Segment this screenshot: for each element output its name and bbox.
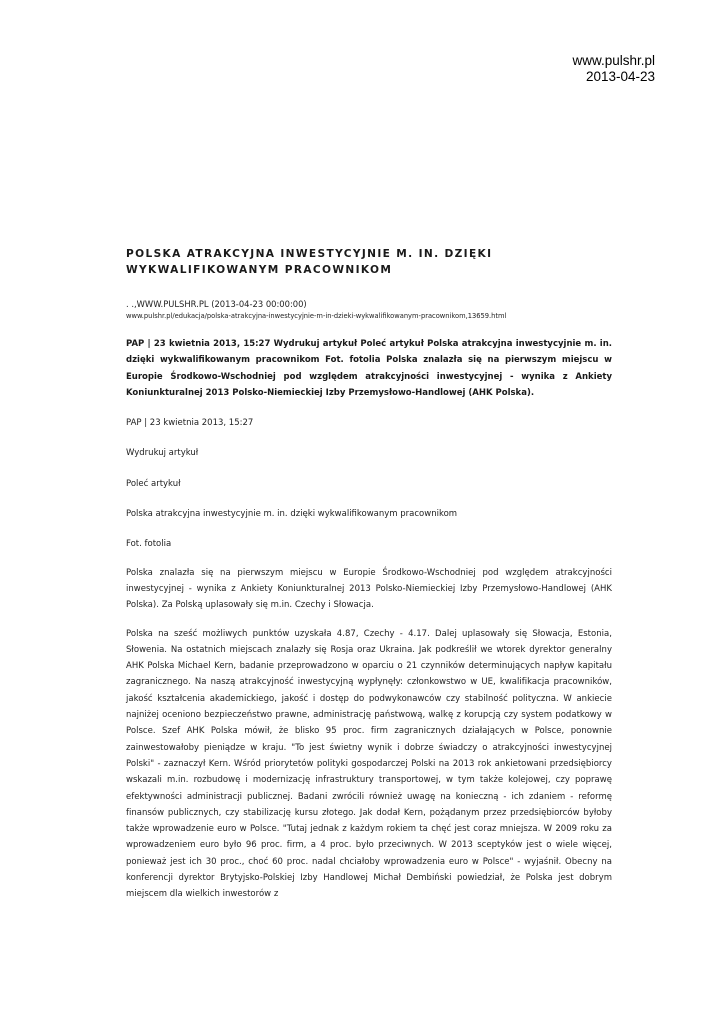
page-header: [572, 53, 655, 85]
article-title: POLSKA ATRAKCYJNA INWESTYCYJNIE M. IN. DZIĘKI WYKWALIFIKOWANYM PRACOWNIKOM: [126, 248, 493, 276]
header-site: www.pulshr.pl: [572, 53, 655, 68]
recommend-article-link: Poleć artykuł: [126, 478, 181, 489]
article-url: www.pulshr.pl/edukacja/polska-atrakcyjna-inwestycyjnie-m-in-dzieki-wykwalifikowanym-pracownikom,13659.html: [126, 312, 507, 320]
byline: PAP | 23 kwietnia 2013, 15:27: [126, 418, 254, 429]
article-paragraph-2: Polska na sześć możliwych punktów uzyskała 4.87, Czechy - 4.17. Dalej uplasowały się Słowacja, Estonia, Słowenia. Na ostatnich miejscach znalazły się Rosja oraz Ukraina. Jak podkreślił we wtorek dyrektor generalny AHK Polska Michael Kern, badanie przeprowadzono w oparciu o 21 czynników determinujących napływ kapitału zagranicznego. Na naszą atrakcyjność inwestycyjną wypłynęły: członkowstwo w UE, kwalifikacja pracowników, jakość kształcenia akademickiego, jakość i dostęp do podwykonawców czy stabilność polityczna. W ankiecie najniżej oceniono bezpieczeństwo prawne, administrację państwową, walkę z korupcją czy system podatkowy w Polsce. Szef AHK Polska mówił, że blisko 95 proc. firm zagranicznych działających w Polsce, ponownie zainwestowałoby pieniądze w kraju. "To jest świetny wynik i dobrze świadczy o atrakcyjności inwestycyjnej Polski" - zaznaczył Kern. Wśród priorytetów polityki gospodarczej Polski na 2013 rok ankietowani przedsiębiorcy wskazali m.in. rozbudowę i modernizację infrastruktury transportowej, w tym także kolejowej, czy poprawę efektywności administracji publicznej. Badani zwrócili również uwagę na konieczną - ich zdaniem - reformę finansów publicznych, czy stabilizację kursu złotego. Jak dodał Kern, pożądanym przez przedsiębiorców byłoby także wprowadzenie euro w Polsce. "Tutaj jednak z każdym rokiem ta chęć jest coraz mniejsza. W 2009 roku za wprowadzeniem euro było 96 proc. firm, a 4 proc. było przeciwnych. W 2013 sceptyków jest o wiele więcej, ponieważ jest ich 30 proc., choć 60 proc. nadal chciałoby wprowadzenia euro w Polsce" - wyjaśnił. Obecny na konferencji dyrektor Brytyjsko-Polskiej Izby Handlowej Michał Dembiński powiedział, że Polska jest dobrym miejscem dla wielkich inwestorów z: [126, 628, 612, 900]
image-caption-title: Polska atrakcyjna inwestycyjnie m. in. dzięki wykwalifikowanym pracownikom: [126, 509, 458, 520]
photo-credit: Fot. fotolia: [126, 539, 172, 550]
article-paragraph-1: Polska znalazła się na pierwszym miejscu w Europie Środkowo-Wschodniej pod względem atrakcyjności inwestycyjnej - wynika z Ankiety Koniunkturalnej 2013 Polsko-Niemieckiej Izby Przemysłowo-Handlowej (AHK Polska). Za Polską uplasowały się m.in. Czechy i Słowacja.: [126, 567, 612, 611]
article-lead: PAP | 23 kwietnia 2013, 15:27 Wydrukuj artykuł Poleć artykuł Polska atrakcyjna inwestycyjnie m. in. dzięki wykwalifikowanym pracownikom Fot. fotolia Polska znalazła się na pierwszym miejscu w Europie Środkowo-Wschodniej pod względem atrakcyjności inwestycyjnej - wynika z Ankiety Koniunkturalnej 2013 Polsko-Niemieckiej Izby Przemysłowo-Handlowej (AHK Polska).: [126, 339, 612, 398]
article: [126, 246, 612, 903]
print-article-link: Wydrukuj artykuł: [126, 448, 199, 459]
header-date: 2013-04-23: [585, 69, 655, 84]
article-source: . .,WWW.PULSHR.PL (2013-04-23 00:00:00): [126, 299, 307, 309]
